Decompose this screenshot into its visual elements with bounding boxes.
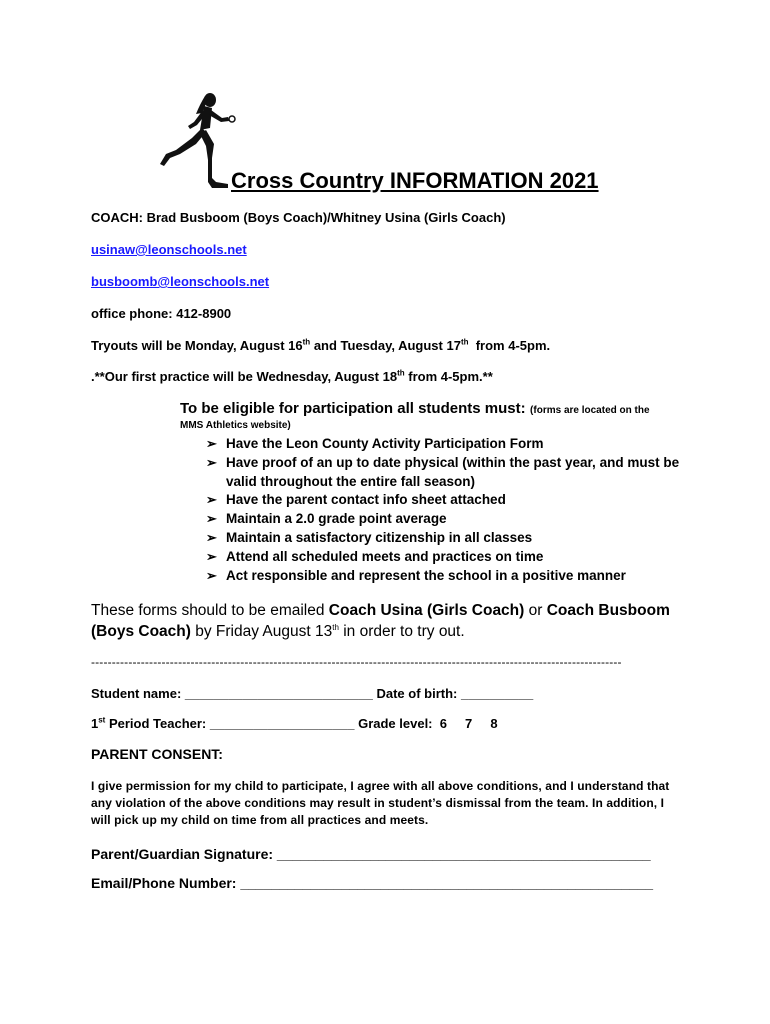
arrow-bullet-icon: ➢: [206, 568, 217, 583]
arrow-bullet-icon: ➢: [206, 549, 217, 564]
arrow-bullet-icon: ➢: [206, 530, 217, 545]
requirement-item: ➢ Maintain a 2.0 grade point average: [206, 511, 447, 526]
requirement-item: ➢ Act responsible and represent the school in a positive manner: [206, 568, 626, 583]
requirement-item: ➢ Have the Leon County Activity Participation Form: [206, 436, 544, 451]
arrow-bullet-icon: ➢: [206, 436, 217, 451]
separator-line: --------------------------------------------------------------------------------------------------------------------------------: [91, 655, 622, 669]
arrow-bullet-icon: ➢: [206, 455, 217, 470]
requirement-item: ➢ Have the parent contact info sheet attached: [206, 492, 506, 507]
coach-line: COACH: Brad Busboom (Boys Coach)/Whitney Usina (Girls Coach): [91, 210, 506, 225]
forms-notice: These forms should to be emailed Coach Usina (Girls Coach) or Coach Busboom (Boys Coach) by Friday August 13th in order to try out.: [91, 602, 670, 640]
eligibility-note: MMS Athletics website): [180, 420, 291, 431]
consent-text: I give permission for my child to participate, I agree with all above conditions, and I understand that any violation of the above conditions may result in student’s dismissal from the team. In addition, I will pick up my child on time from all practices and meets.: [91, 779, 670, 827]
email-link-busboom[interactable]: busboomb@leonschools.net: [91, 274, 270, 289]
office-phone: office phone: 412-8900: [91, 306, 232, 321]
tryouts-line: Tryouts will be Monday, August 16th and Tuesday, August 17th from 4-5pm.: [91, 337, 551, 353]
email-link-usina[interactable]: usinaw@leonschools.net: [91, 242, 247, 257]
running-figure-icon: [156, 86, 236, 190]
requirement-item: ➢ Maintain a satisfactory citizenship in all classes: [206, 530, 533, 545]
arrow-bullet-icon: ➢: [206, 511, 217, 526]
arrow-bullet-icon: ➢: [206, 492, 217, 507]
teacher-grade-field[interactable]: 1st Period Teacher: ____________________ Grade level: 6 7 8: [91, 715, 498, 731]
signature-field[interactable]: Parent/Guardian Signature: ________________________________________________: [91, 846, 651, 862]
email-phone-field[interactable]: Email/Phone Number: _____________________________________________________: [91, 875, 654, 891]
student-name-field[interactable]: Student name: __________________________ Date of birth: __________: [91, 686, 534, 701]
page-title: Cross Country INFORMATION 2021: [231, 168, 599, 193]
requirement-item: ➢Have proof of an up to date physical (within the past year, and must be valid throughout the entire fall season): [206, 455, 680, 489]
requirement-item: ➢ Attend all scheduled meets and practices on time: [206, 549, 544, 564]
first-practice-line: .**Our first practice will be Wednesday, August 18th from 4-5pm.**: [91, 368, 493, 384]
eligibility-heading: To be eligible for participation all students must: (forms are located on the: [180, 400, 650, 417]
consent-heading: PARENT CONSENT:: [91, 746, 223, 762]
